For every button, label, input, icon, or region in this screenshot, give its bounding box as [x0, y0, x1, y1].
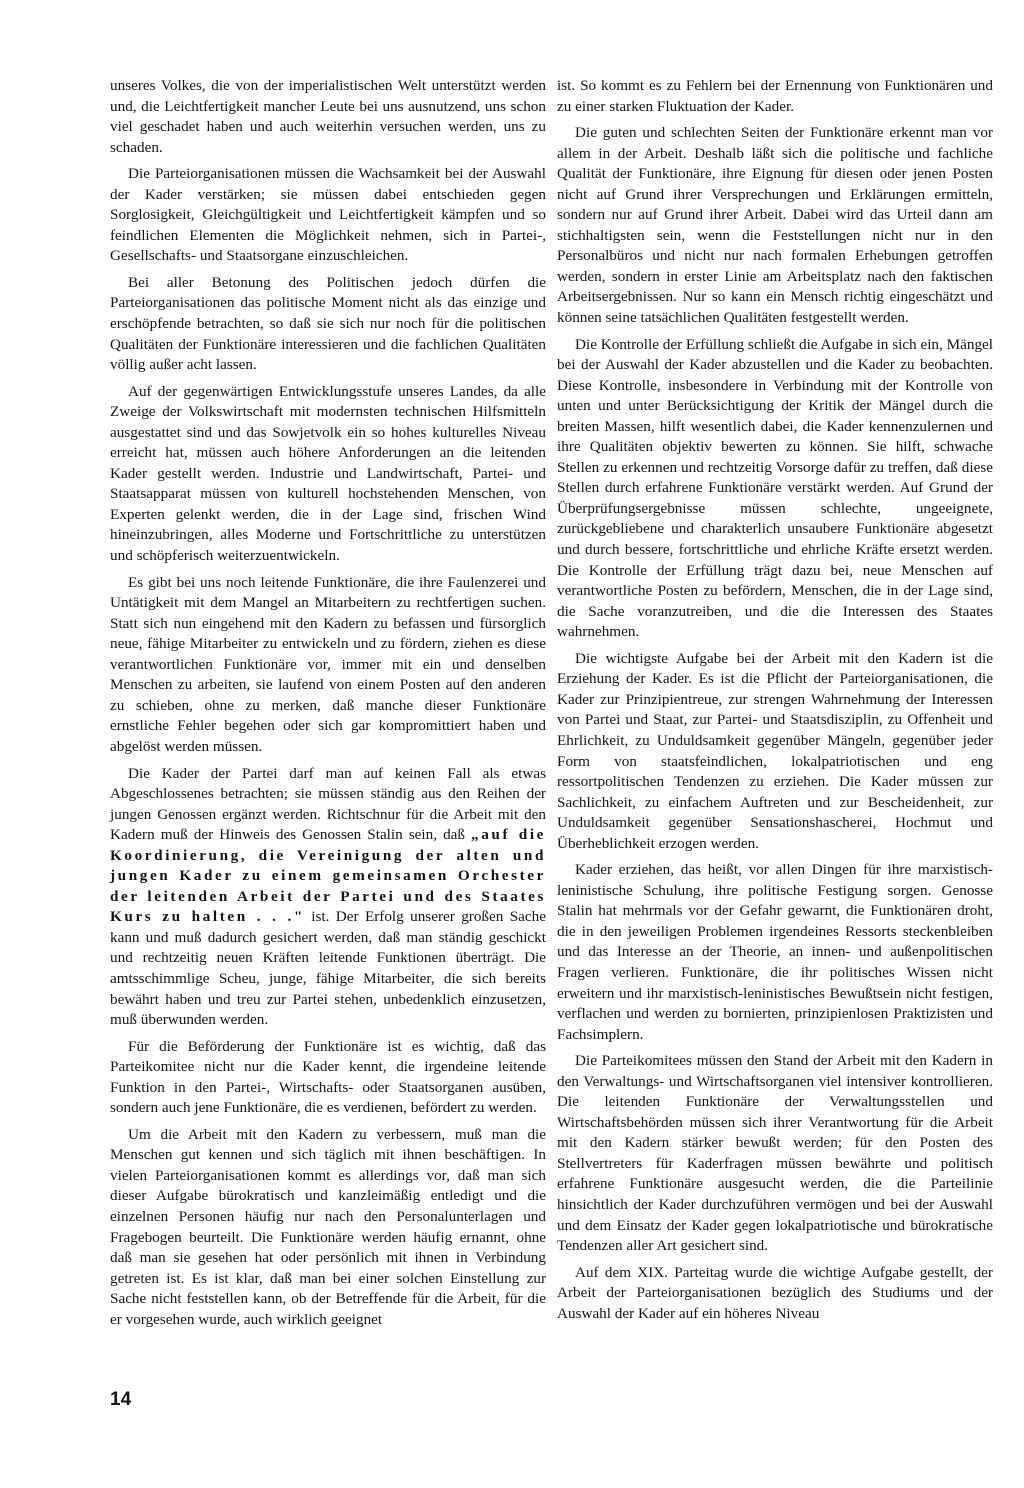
paragraph: Auf dem XIX. Parteitag wurde die wichtige Aufgabe gestellt, der Arbeit der Parteiorganisationen bezüglich des Studiums und der Auswahl der Kader auf ein höheres Niveau	[557, 1263, 993, 1322]
paragraph: Auf der gegenwärtigen Entwicklungsstufe unseres Landes, da alle Zweige der Volkswirtschaft mit modernsten technischen Hilfsmitteln ausgestattet sind und das Sowjetvolk ein so hohes kulturelles Niveau erreicht hat, müssen auch höhere Anforderungen an die leitenden Kader gestellt werden. Industrie und Landwirtschaft, Partei- und Staatsapparat müssen von kulturell hochstehenden Menschen, von Experten gelenkt werden, die in der Lage sind, frischen Wind hineinzubringen, alles Moderne und Fortschrittliche zu unterstützen und schöpferisch weiterzuentwickeln.	[110, 382, 546, 565]
paragraph: Für die Beförderung der Funktionäre ist es wichtig, daß das Parteikomitee nicht nur die Kader kennt, die irgendeine leitende Funktion in den Partei-, Wirtschafts- oder Staatsorganen ausüben, sondern auch jene Funktionäre, die es verdienen, befördert zu werden.	[110, 1037, 546, 1117]
paragraph: Die wichtigste Aufgabe bei der Arbeit mit den Kadern ist die Erziehung der Kader. Es ist die Pflicht der Parteiorganisationen, die Kader zur Prinzipientreue, zur strengen Wahrnehmung der Interessen von Partei und Staat, zur Partei- und Staatsdisziplin, zu Offenheit und Ehrlichkeit, zu Unduldsamkeit gegenüber Mängeln, gegenüber jeder Form von staatsfeindlichen, lokalpatriotischen und eng ressortpolitischen Tendenzen zu erziehen. Die Kader müssen zur Sachlichkeit, zu einfachem Auftreten und zur Bescheidenheit, zur Unduldsamkeit gegenüber Sensationshascherei, Hochmut und Überheblichkeit erzogen werden.	[557, 649, 993, 852]
paragraph: Es gibt bei uns noch leitende Funktionäre, die ihre Faulenzerei und Untätigkeit mit dem Mangel an Mitarbeitern zu rechtfertigen suchen. Statt sich nun eingehend mit den Kadern zu befassen und fürsorglich neue, fähige Mitarbeiter zu entwickeln und zu fördern, ziehen es diese verantwortlichen Funktionäre vor, immer mit ein und denselben Menschen zu arbeiten, sie laufend von einem Posten auf den anderen zu schieben, ohne zu merken, daß manche dieser Funktionäre ernstliche Fehler begehen oder sich gar kompromittiert haben und abgelöst werden müssen.	[110, 573, 546, 755]
quote-paragraph	[110, 764, 546, 1031]
stalin-quote: „auf die Koordinierung, die Vereinigung der alten und jungen Kader zu einem gemeinsamen Orchester der leitenden Arbeit der Partei und des Staates Kurs zu halten . . ."	[110, 826, 546, 926]
paragraph: Bei aller Betonung des Politischen jedoch dürfen die Parteiorganisationen das politische Moment nicht als das einzige und erschöpfende betrachten, so daß sie sich nur noch für die politischen Qualitäten der Funktionäre interessieren und die fachlichen Qualitäten völlig außer acht lassen.	[110, 273, 546, 374]
paragraph: Die Kontrolle der Erfüllung schließt die Aufgabe in sich ein, Mängel bei der Auswahl der Kader abzustellen und die Kader zu beobachten. Diese Kontrolle, insbesondere in Verbindung mit der Kontrolle von unten und unter Berücksichtigung der Kritik der Mängel durch die breiten Massen, hilft wesentlich dabei, die Kader kennenzulernen und ihre Qualitäten objektiv bewerten zu können. Sie hilft, schwache Stellen zu erkennen und rechtzeitig Vorsorge dafür zu treffen, daß diese Stellen durch erfahrene Funktionäre verstärkt werden. Auf Grund der Überprüfungsergebnisse müssen schlechte, ungeeignete, zurückgebliebene und charakterlich unsaubere Funktionäre abgesetzt und durch bessere, fortschrittliche und ehrliche Kräfte ersetzt werden. Die Kontrolle der Erfüllung trägt dazu bei, neue Menschen auf verantwortliche Posten zu befördern, Menschen, die in der Lage sind, die Sache voranzutreiben, und die die Interessen des Staates wahrnehmen.	[557, 335, 993, 641]
paragraph-text: ist. Der Erfolg unserer großen Sache kann und muß dadurch gesichert werden, daß man ständig geschickt und rechtzeitig neuen Kräften leitende Funktionen überträgt. Die amtsschimmlige Scheu, junge, fähige Mitarbeiter, die sich bereits bewährt haben und treu zur Partei stehen, unbedenklich einzusetzen, muß überwunden werden.	[110, 908, 546, 1029]
paragraph-text: Die Kader der Partei darf man auf keinen Fall als etwas Abgeschlossenes betrachten; sie müssen ständig aus den Reihen der jungen Genossen ergänzt werden. Richtschnur für die Arbeit mit den Kadern muß der Hinweis des Genossen Stalin sein, daß	[110, 764, 546, 844]
paragraph: Die guten und schlechten Seiten der Funktionäre erkennt man vor allem in der Arbeit. Deshalb läßt sich die politische und fachliche Qualität der Funktionäre, ihre Eignung für diesen oder jenen Posten nicht auf Grund ihrer Versprechungen und Erklärungen ermitteln, sondern nur auf Grund ihrer Arbeit. Dabei wird das Urteil dann am stichhaltigsten sein, wenn die Feststellungen nicht nur in den Personalbüros und nicht nur nach formalen Erhebungen getroffen werden, sondern in erster Linie am Arbeitsplatz nach den faktischen Arbeitsergebnissen. Nur so kann ein Mensch richtig eingeschätzt und können seine tatsächlichen Qualitäten festgestellt werden.	[557, 124, 993, 327]
paragraph: unseres Volkes, die von der imperialistischen Welt unterstützt werden und, die Leichtfertigkeit mancher Leute bei uns ausnutzend, uns schon viel geschadet haben und auch weiterhin versuchen werden, uns zu schaden.	[110, 77, 546, 156]
left-column	[110, 76, 546, 1336]
paragraph: ist. So kommt es zu Fehlern bei der Ernennung von Funktionären und zu einer starken Fluktuation der Kader.	[557, 77, 993, 115]
paragraph: Kader erziehen, das heißt, vor allen Dingen für ihre marxistisch-leninistische Schulung, ihre politische Festigung sorgen. Genosse Stalin hat mehrmals vor der Gefahr gewarnt, die Funktionären droht, die in den jeweiligen Problemen irgendeines Ressorts steckenbleiben und das Interesse an der Theorie, an innen- und außenpolitischen Fragen verlieren. Funktionäre, die ihr politisches Wissen nicht erweitern und ihr marxistisch-leninistisches Bewußtsein nicht festigen, verflachen und werden zu bornierten, prinzipienlosen Praktizisten und Fachsimplern.	[557, 861, 993, 1043]
paragraph: Um die Arbeit mit den Kadern zu verbessern, muß man die Menschen gut kennen und sich täglich mit ihnen beschäftigen. In vielen Parteiorganisationen kommt es allerdings vor, daß man sich dieser Aufgabe bürokratisch und kanzleimäßig entledigt und die einzelnen Personen häufig nur nach den Personalunterlagen und Fragebogen beurteilt. Die Funktionäre werden häufig ernannt, ohne daß man sie gesehen hat oder persönlich mit ihnen in Verbindung getreten ist. Es ist klar, daß man bei einer solchen Einstellung zur Sache nicht feststellen kann, ob der Betreffende für die Arbeit, für die er vorgesehen wurde, auch wirklich geeignet	[110, 1125, 546, 1328]
page-number: 14	[110, 1389, 132, 1410]
right-column	[557, 76, 993, 1330]
paragraph: Die Parteiorganisationen müssen die Wachsamkeit bei der Auswahl der Kader verstärken; sie müssen dabei entschieden gegen Sorglosigkeit, Gleichgültigkeit und Leichtfertigkeit kämpfen und so feindlichen Elementen die Möglichkeit nehmen, sich in Partei-, Gesellschafts- und Staatsorgane einzuschleichen.	[110, 165, 546, 265]
paragraph: Die Parteikomitees müssen den Stand der Arbeit mit den Kadern in den Verwaltungs- und Wirtschaftsorganen viel intensiver kontrollieren. Die leitenden Funktionäre der Verwaltungsstellen und Wirtschaftsbehörden müssen sich ihrer Verantwortung für die Arbeit mit den Kadern stärker bewußt werden; für den Posten des Stellvertreters für Kaderfragen müssen bewährte und politisch erfahrene Funktionäre ausgesucht werden, die die Parteilinie hinsichtlich der Kader durchzuführen vermögen und bei der Auswahl und dem Einsatz der Kader gegen lokalpatriotische und bürokratische Tendenzen aller Art gesichert sind.	[557, 1052, 993, 1255]
